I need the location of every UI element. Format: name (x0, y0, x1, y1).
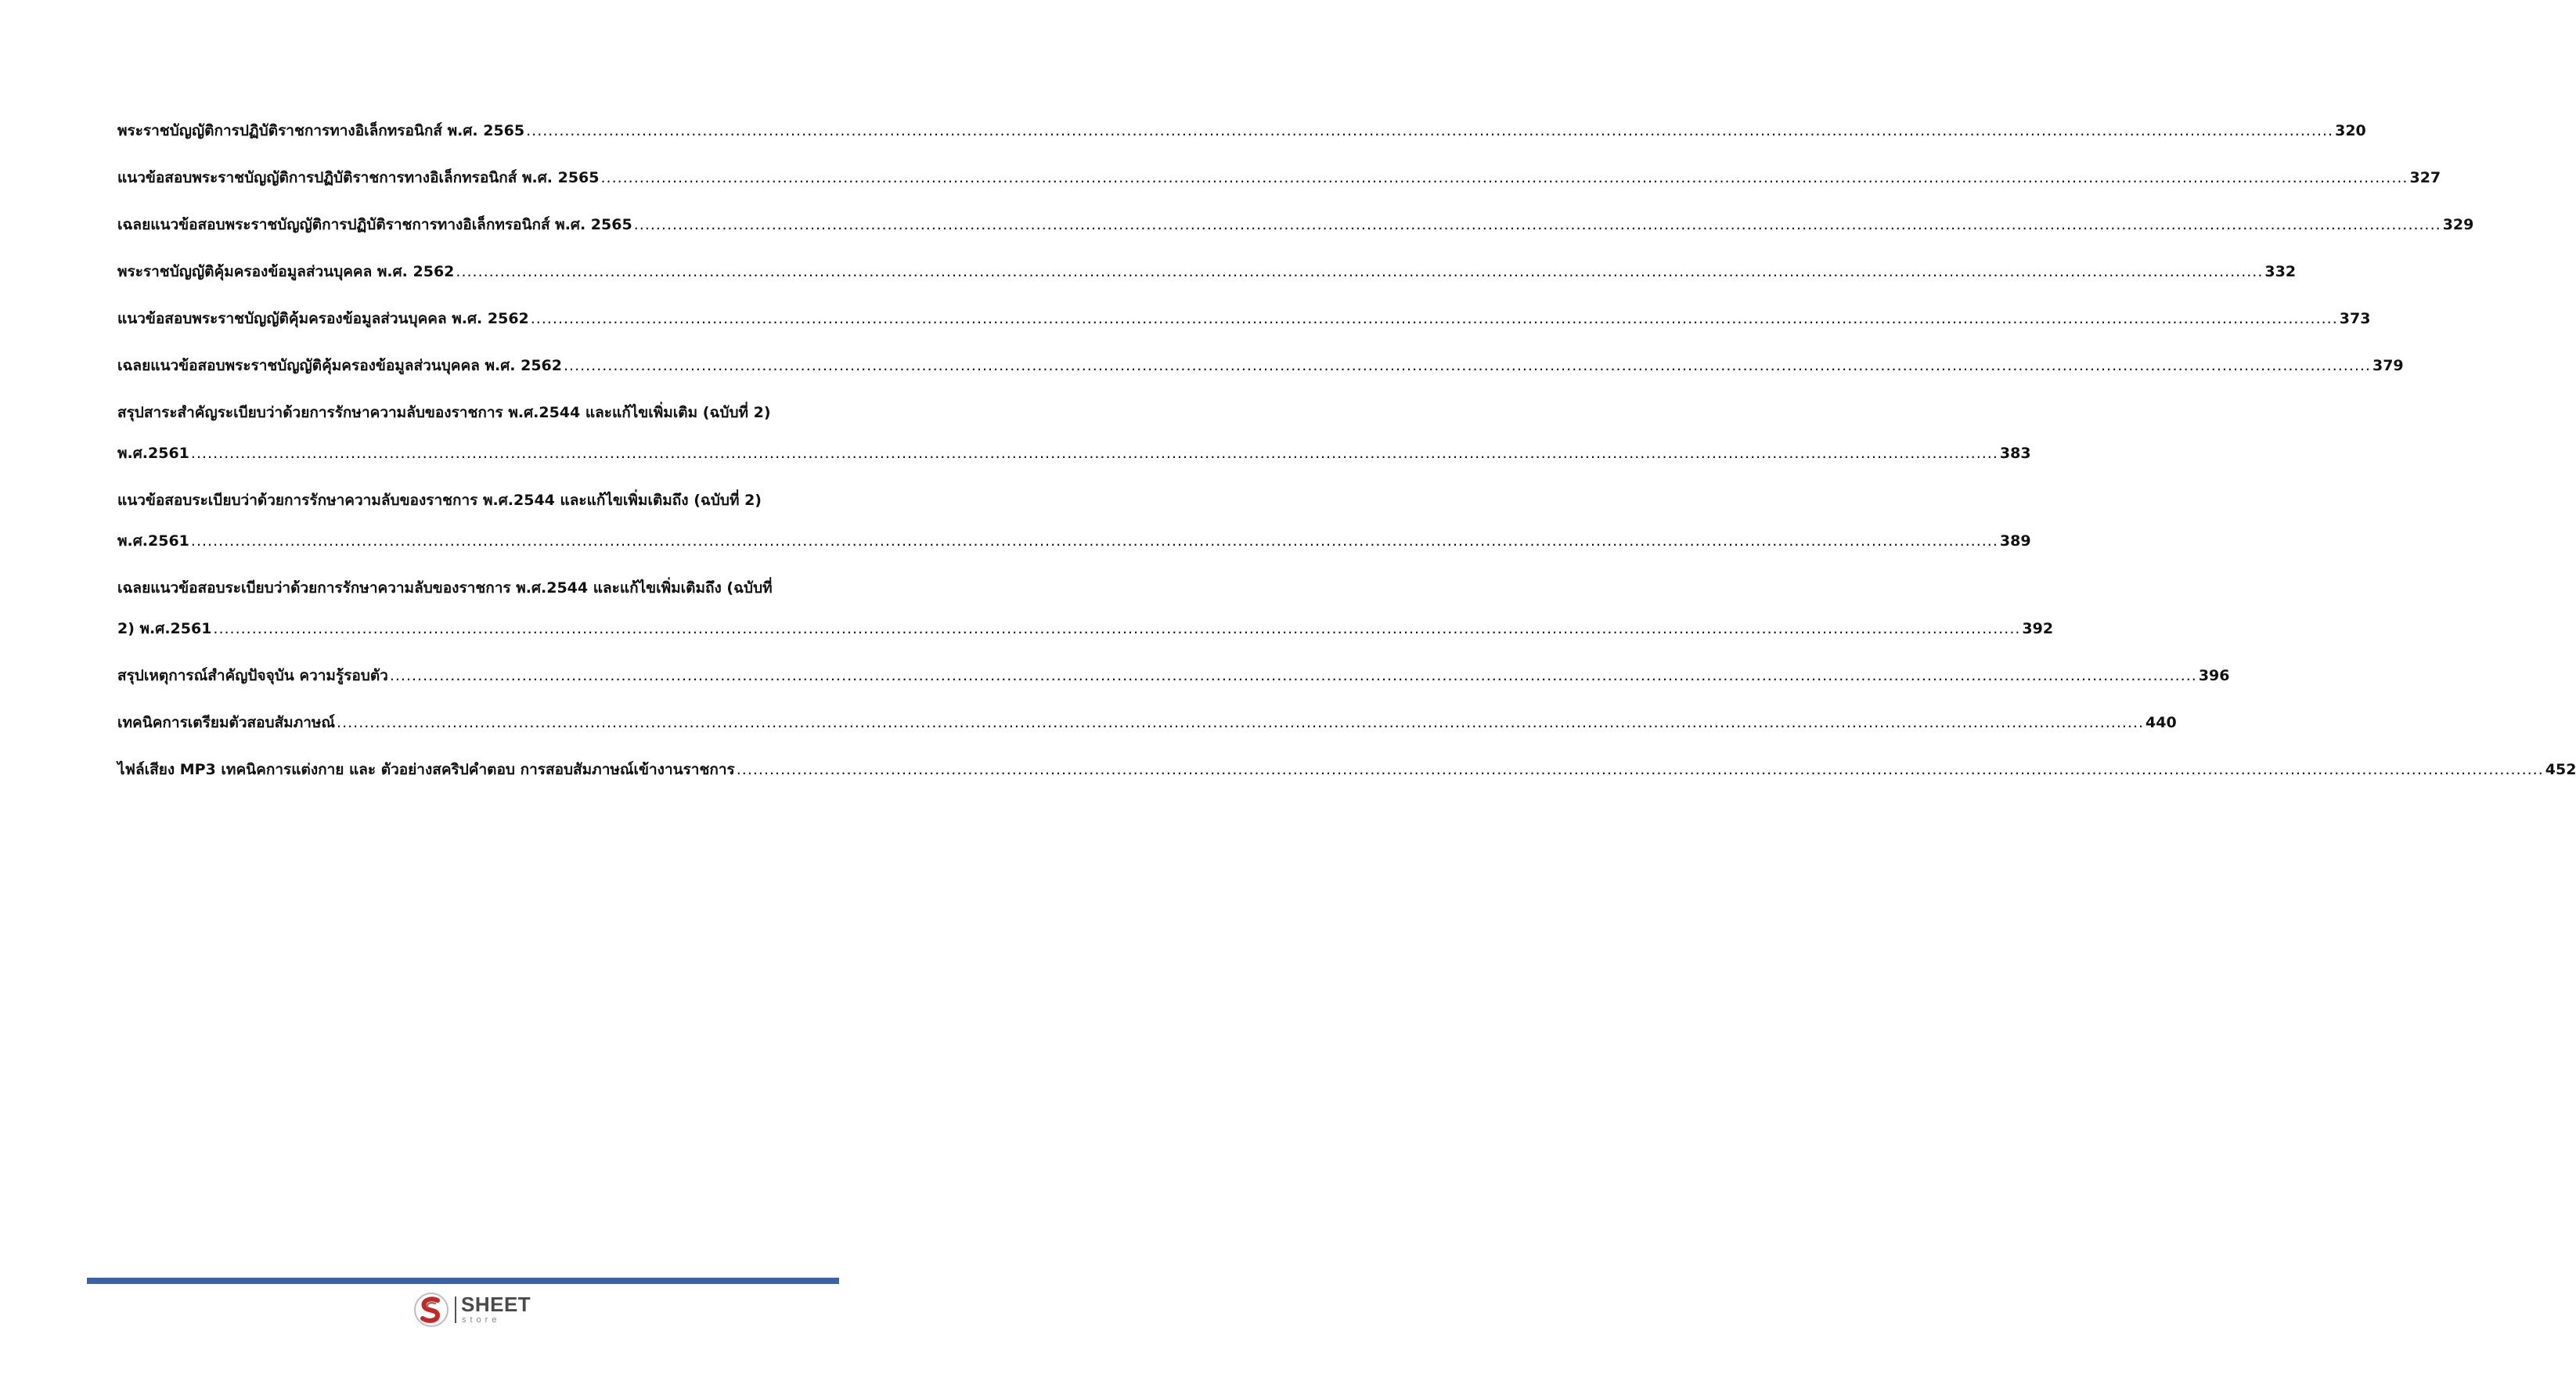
sheet-store-s-logo-icon (413, 1292, 449, 1328)
toc-entry-page: 320 (2335, 122, 2366, 139)
logo-separator (455, 1296, 456, 1323)
dot-leader (213, 617, 2020, 640)
toc-entry-page: 332 (2264, 263, 2297, 280)
toc-entry-page: 329 (2442, 216, 2474, 233)
toc-entry-title: พระราชบัญญัติคุ้มครองข้อมูลส่วนบุคคล พ.ศ. 2562 (117, 263, 455, 280)
toc-entry[interactable] (117, 260, 2297, 283)
dot-leader (337, 711, 2144, 734)
toc-entry-title: แนวข้อสอบระเบียบว่าด้วยการรักษาความลับของราชการ พ.ศ.2544 และแก้ไขเพิ่มเติมถึง (ฉบับที่ 2) (117, 492, 762, 509)
toc-entry[interactable] (117, 213, 2474, 236)
dot-leader (564, 354, 2371, 377)
dot-leader (191, 529, 1998, 553)
toc-entry-title: เฉลยแนวข้อสอบพระราชบัญญัติการปฏิบัติราชการทางอิเล็กทรอนิกส์ พ.ศ. 2565 (117, 216, 632, 233)
toc-entry-page: 383 (1999, 445, 2031, 462)
toc-entry-page: 327 (2409, 169, 2441, 186)
toc-entry-title: เฉลยแนวข้อสอบระเบียบว่าด้วยการรักษาความลับของราชการ พ.ศ.2544 และแก้ไขเพิ่มเติมถึง (ฉบับที่ (117, 579, 773, 597)
toc-entry[interactable] (117, 664, 2230, 687)
toc-entry-title: เทคนิคการเตรียมตัวสอบสัมภาษณ์ (117, 714, 336, 731)
toc-entry-title: ไฟล์เสียง MP3 เทคนิคการแต่งกาย และ ตัวอย่างสคริปคำตอบ การสอบสัมภาษณ์เข้างานราชการ (117, 761, 735, 778)
toc-entry[interactable] (117, 489, 2031, 553)
toc-entry-page: 373 (2339, 310, 2371, 327)
toc-entry[interactable] (117, 307, 2371, 330)
dot-leader (531, 307, 2338, 330)
dot-leader (526, 119, 2333, 142)
toc-entry-page: 440 (2145, 714, 2177, 731)
toc-entry-title: พระราชบัญญัติการปฏิบัติราชการทางอิเล็กทรอนิกส์ พ.ศ. 2565 (117, 122, 525, 139)
toc-entry-title: เฉลยแนวข้อสอบพระราชบัญญัติคุ้มครองข้อมูลส่วนบุคคล พ.ศ. 2562 (117, 357, 562, 374)
toc-entry[interactable] (117, 119, 2366, 142)
toc-entry[interactable] (117, 758, 2576, 781)
toc-entry-page: 379 (2372, 357, 2404, 374)
dot-leader (737, 758, 2544, 781)
toc-entry-title: แนวข้อสอบพระราชบัญญัติการปฏิบัติราชการทางอิเล็กทรอนิกส์ พ.ศ. 2565 (117, 169, 600, 186)
toc-entry-title: แนวข้อสอบพระราชบัญญัติคุ้มครองข้อมูลส่วนบุคคล พ.ศ. 2562 (117, 310, 529, 327)
toc-entry[interactable] (117, 711, 2177, 734)
footer-divider (87, 1278, 839, 1284)
dot-leader (600, 166, 2408, 189)
toc-entry[interactable] (117, 354, 2404, 377)
table-of-contents (117, 119, 2576, 805)
logo-subtext: store (462, 1315, 501, 1325)
dot-leader (456, 260, 2263, 283)
dot-leader (191, 442, 1998, 465)
toc-entry-page: 389 (1999, 532, 2031, 550)
toc-entry-page: 452 (2545, 761, 2576, 778)
toc-entry-title-continued: พ.ศ.2561 (117, 532, 189, 550)
toc-entry[interactable] (117, 576, 2054, 640)
sheet-store-logo (413, 1292, 539, 1328)
toc-entry-title: สรุปเหตุการณ์สำคัญปัจจุบัน ความรู้รอบตัว (117, 667, 388, 684)
toc-entry[interactable] (117, 166, 2441, 189)
toc-entry-title-continued: พ.ศ.2561 (117, 445, 189, 462)
toc-entry[interactable] (117, 401, 2031, 465)
toc-entry-page: 392 (2022, 620, 2054, 637)
toc-entry-title: สรุปสาระสำคัญระเบียบว่าด้วยการรักษาความลับของราชการ พ.ศ.2544 และแก้ไขเพิ่มเติม (ฉบับที่ 2) (117, 404, 771, 421)
dot-leader (390, 664, 2197, 687)
dot-leader (634, 213, 2441, 236)
logo-text: SHEET (461, 1293, 531, 1316)
toc-entry-page: 396 (2198, 667, 2230, 684)
toc-entry-title-continued: 2) พ.ศ.2561 (117, 620, 212, 637)
